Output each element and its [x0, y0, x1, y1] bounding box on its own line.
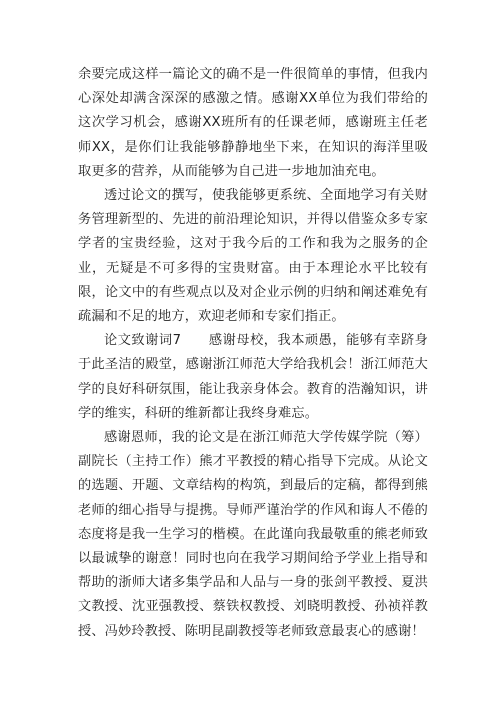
paragraph-2: 透过论文的撰写，使我能够更系统、全面地学习有关财务管理新型的、先进的前沿理论知识，并得以借鉴众多专家学者的宝贵经验，这对于我今后的工作和我为之服务的企业，无疑是不可多得的宝贵财富。由于本理论水平比较有限，论文中的有些观点以及对企业示例的归纳和阐述难免有疏漏和不足的地方，欢迎老师和专家们指正。	[78, 188, 428, 325]
document-body	[78, 63, 428, 644]
paragraph-4: 感谢恩师，我的论文是在浙江师范大学传媒学院（筹）副院长（主持工作）熊才平教授的精心指导下完成。从论文的选题、开题、文章结构的构筑，到最后的定稿，都得到熊老师的细心指导与提携。导师严谨治学的作风和诲人不倦的态度将是我一生学习的楷模。在此谨向我最敬重的熊老师致以最诚挚的谢意！同时也向在我学习期间给予学业上指导和帮助的浙师大诸多集学品和人品与一身的张剑平教授、夏洪文教授、沈亚强教授、蔡铁权教授、刘晓明教授、孙祯祥教授、冯妙玲教授、陈明昆副教授等老师致意最衷心的感谢！	[78, 430, 428, 639]
paragraph-1: 余要完成这样一篇论文的确不是一件很简单的事情，但我内心深处却满含深深的感激之情。感谢XX单位为我们带给的这次学习机会，感谢XX班所有的任课老师，感谢班主任老师XX，是你们让我能够静静地坐下来，在知识的海洋里吸取更多的营养，从而能够为自己进一步地加油充电。	[78, 67, 428, 179]
paragraph-3: 论文致谢词7 感谢母校，我本顽愚，能够有幸跻身于此圣洁的殿堂，感谢浙江师范大学给我机会！浙江师范大学的良好科研氛围，能让我亲身体会。教育的浩瀚知识，讲学的维实，科研的维新都让我终身难忘。	[78, 333, 428, 421]
